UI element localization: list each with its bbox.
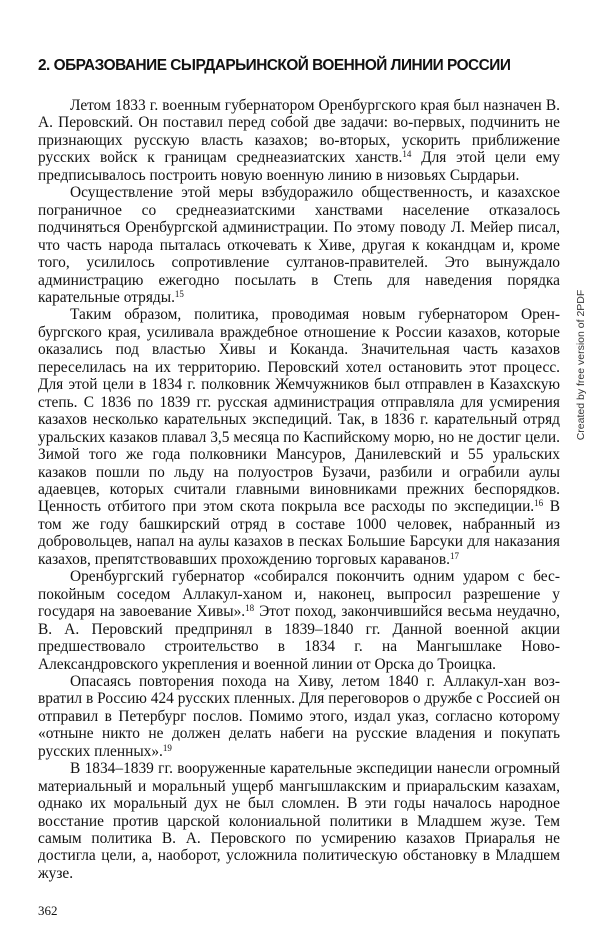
paragraph-text: Опасаясь повторения похода на Хиву, летом 1840 г. Аллакул-хан возвратил в Россию 424 русских пленных. Для переговоров о дружбе с Россией он отправил в Петербург послов. Помимо этого, издал указ, согласно которому «отныне никто не должен делать набеги на русские владения и покупать русских пленных». — [38, 672, 560, 760]
paragraph-text: Оренбургский губернатор «собирался покончить одним ударом с беспокойным соседом Аллакул-ханом и, наконец, выпросил разрешение у государя на завоевание Хивы». — [38, 568, 560, 621]
paragraph-text: В 1834–1839 гг. вооруженные карательные экспедиции нанесли огромный материальный и моральный ущерб мангышлакским и приаральским казахам, однако их моральный дух не был сломлен. В эти годы началось народное восстание против царской колониальной политики в Младшем жузе. Тем самым политика В. А. Перовского по усмирению казахов Приаралья не достигла цели, а, наоборот, усложнила политическую обстановку в Младшем жузе. — [38, 760, 560, 882]
watermark-text: Created by free version of 2PDF — [575, 289, 587, 441]
paragraph-2 — [38, 184, 560, 306]
paragraph-text: Осуществление этой меры взбудоражило общественность, и казахское пограничное со среднеазиатскими ханствами население отказалось подчиняться Оренбургской администрации. По этому поводу Л. Мейер писал, что часть народа пыталась откочевать к Хиве, другая к кокандцам и, кроме того, усилилось сопротивление султанов-правителей. Это вынуждало администрацию ежегодно посылать в Степь для наведения порядка карательные отряды. — [38, 184, 560, 306]
paragraph-3 — [38, 306, 560, 568]
footnote-ref-14: 14 — [402, 149, 412, 160]
paragraph-text: Таким образом, политика, проводимая новым губернатором Оренбургского края, усиливала враждебное отношение к России казахов, которые оказались под властью Хивы и Коканда. Значительная часть казахов переселилась на их территорию. Перовский хотел остановить этот процесс. Для этой цели в 1834 г. полковник Жемчужников был отправлен в Казахскую степь. С 1836 по 1839 гг. русская администрация отправляла для усмирения казахов несколько карательных экспедиций. Так, в 1836 г. карательный отряд уральских казаков плавал 3,5 месяца по Каспийскому морю, но не достиг цели. Зимой того же года полковники Мансуров, Данилевский и 55 уральских казаков пошли по льду на полуостров Бузачи, разбили и ограбили аулы адаевцев, которых считали главными виновниками прежних беспорядков. Ценность отбитого при этом скота покрыла все расходы по экспедиции. — [38, 306, 560, 516]
paragraph-text: Летом 1833 г. военным губернатором Оренбургского края был назначен В. А. Перовский. Он поставил перед собой две задачи: во-первых, подчинить не признающих русскую власть казахов; во-вторых, ускорить приближение русских войск к границам среднеазиатских ханств. — [38, 97, 560, 167]
paragraph-text: Этот поход, закончившийся весьма неудачно, В. А. Перовский предпринял в 1839–1840 гг. Данной военной акции предшествовало строительство в 1834 г. на Мангышлаке Ново-Александровского укрепления и военной линии от Орска до Троицка. — [38, 603, 560, 673]
page-number: 362 — [38, 903, 58, 918]
paragraph-6 — [38, 760, 560, 882]
paragraph-4 — [38, 568, 560, 673]
paragraph-5 — [38, 673, 560, 760]
body-text — [38, 97, 560, 882]
footnote-ref-16: 16 — [534, 498, 544, 509]
paragraph-text: В том же году башкирский отряд в составе 1000 человек, набранный из добровольцев, напал на аулы казахов в песках Большие Барсуки для наказания казахов, препятствовавших прохождению торговых караванов. — [38, 498, 560, 568]
section-heading: 2. ОБРАЗОВАНИЕ СЫРДАРЬИНСКОЙ ВОЕННОЙ ЛИНИИ РОССИИ — [38, 57, 511, 74]
footnote-ref-17: 17 — [449, 550, 459, 561]
footnote-ref-18: 18 — [245, 603, 255, 614]
watermark — [574, 215, 588, 515]
paragraph-text: Для этой цели ему предписывалось построить новую военную линию в низовьях Сырдарьи. — [38, 149, 560, 184]
paragraph-1 — [38, 97, 560, 184]
footnote-ref-19: 19 — [162, 742, 172, 753]
footnote-ref-15: 15 — [174, 288, 184, 299]
